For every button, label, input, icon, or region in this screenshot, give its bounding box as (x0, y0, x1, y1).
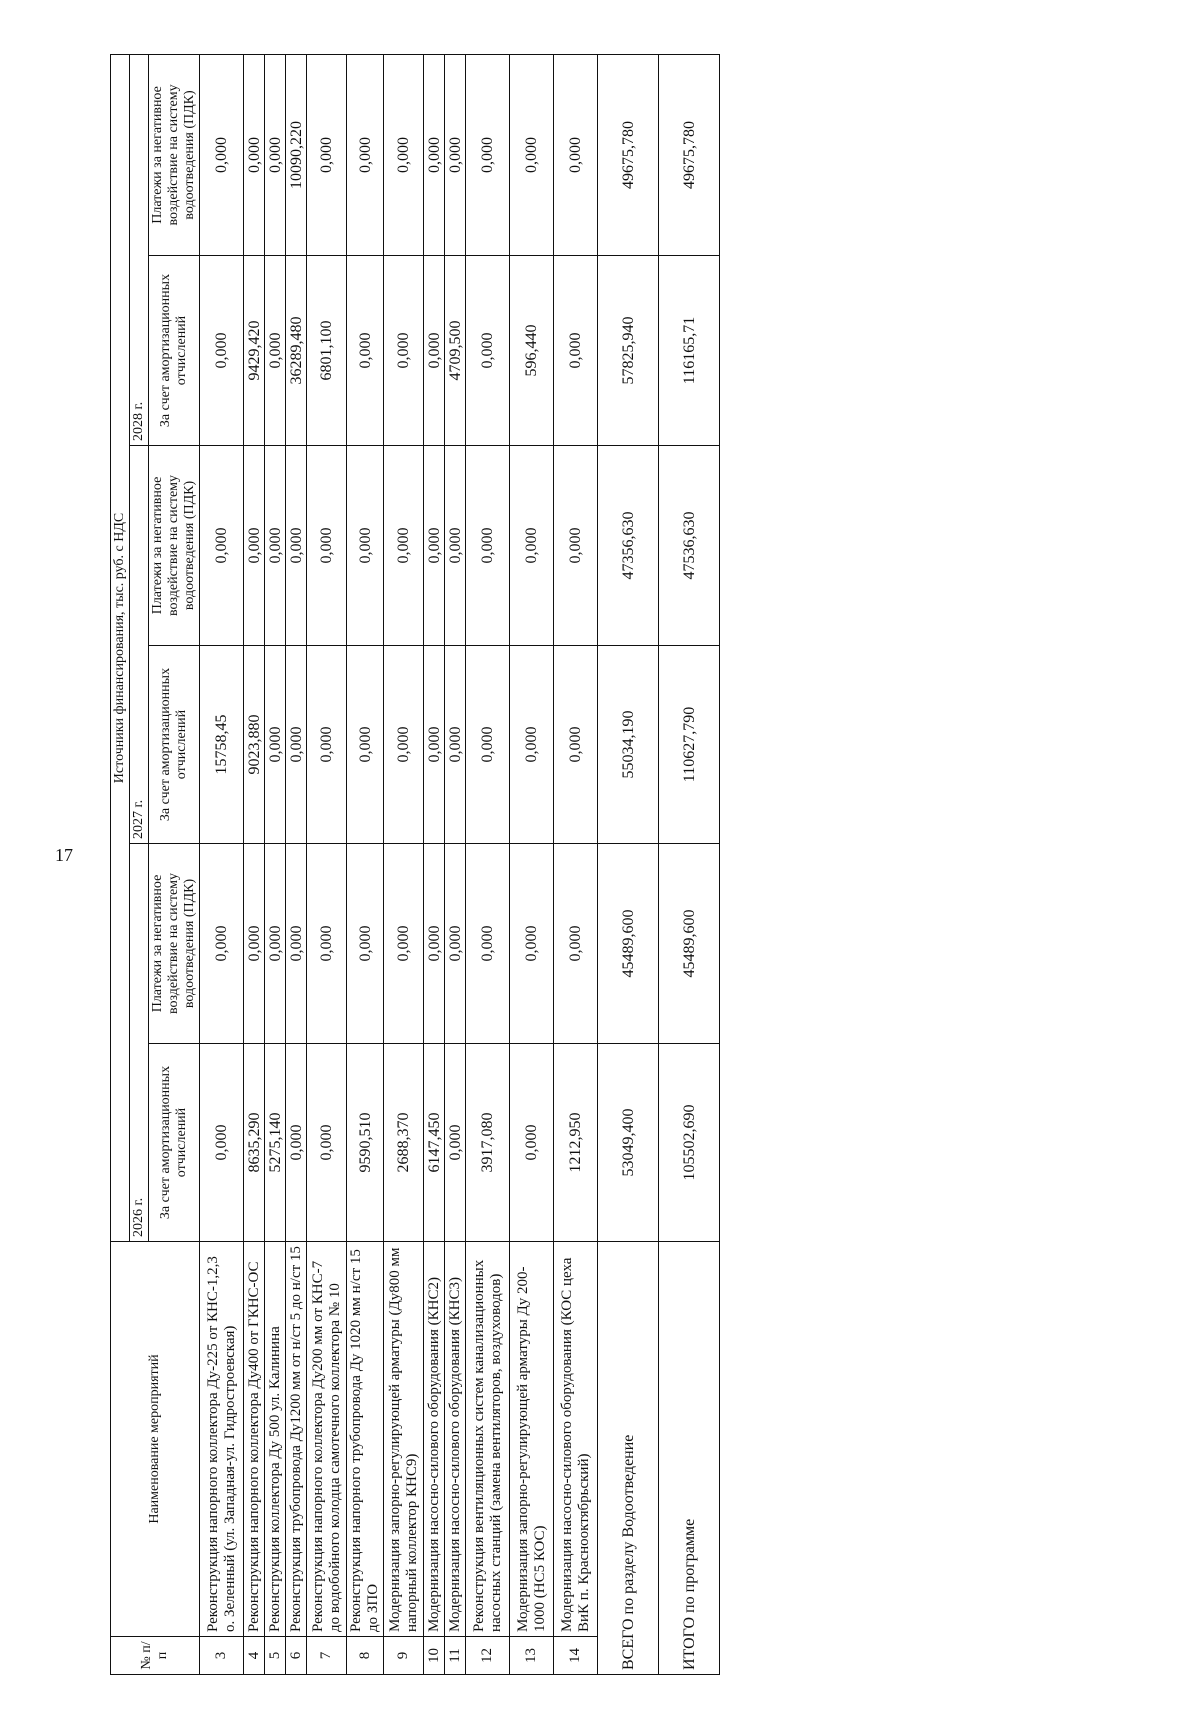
value-cell: 0,000 (200, 54, 244, 255)
value-cell: 0,000 (384, 256, 424, 446)
value-cell: 0,000 (466, 646, 510, 844)
total-value-cell: 45489,600 (598, 844, 659, 1044)
value-cell: 0,000 (265, 446, 286, 646)
header-year-2028: 2028 г. (130, 54, 149, 445)
row-number: 8 (347, 1637, 384, 1675)
value-cell: 1212,950 (554, 1044, 598, 1242)
table-row (424, 54, 445, 1674)
measure-name: Реконструкция напорного трубопровода Ду 1020 мм н/ст 15 до ЗПО (347, 1242, 384, 1637)
value-cell: 0,000 (554, 844, 598, 1044)
table-row (466, 54, 510, 1674)
value-cell: 0,000 (347, 844, 384, 1044)
table-row (445, 54, 466, 1674)
value-cell: 0,000 (244, 446, 265, 646)
table-row (200, 54, 244, 1674)
measure-name: Модернизация насосно-силового оборудования (КНС3) (445, 1242, 466, 1637)
value-cell: 0,000 (265, 256, 286, 446)
table-body (200, 54, 720, 1674)
value-cell: 0,000 (424, 844, 445, 1044)
measure-name: Реконструкция коллектора Ду 500 ул. Калинина (265, 1242, 286, 1637)
total-value-cell: 47536,630 (659, 446, 720, 646)
value-cell: 4709,500 (445, 256, 466, 446)
total-value-cell: 116165,71 (659, 256, 720, 446)
row-number: 12 (466, 1637, 510, 1675)
header-amort-2026: За счет амортизационных отчислений (149, 1044, 200, 1242)
rotated-page (110, 55, 1190, 1675)
value-cell: 0,000 (244, 844, 265, 1044)
measure-name: Модернизация насосно-силового оборудования (КОС цеха ВиК п. Краснооктябрьский) (554, 1242, 598, 1637)
value-cell: 3917,080 (466, 1044, 510, 1242)
row-number: 14 (554, 1637, 598, 1675)
table-row (244, 54, 265, 1674)
value-cell: 5275,140 (265, 1044, 286, 1242)
row-number: 9 (384, 1637, 424, 1675)
total-value-cell: 47356,630 (598, 446, 659, 646)
measure-name: Модернизация запорно-регулирующей арматуры (Ду800 мм напорный коллектор КНС9) (384, 1242, 424, 1637)
total-value-cell: 57825,940 (598, 256, 659, 446)
value-cell: 0,000 (307, 54, 347, 255)
value-cell: 0,000 (200, 1044, 244, 1242)
value-cell: 0,000 (200, 844, 244, 1044)
total-value-cell: 53049,400 (598, 1044, 659, 1242)
row-number: 3 (200, 1637, 244, 1675)
total-value-cell: 105502,690 (659, 1044, 720, 1242)
value-cell: 36289,480 (286, 256, 307, 446)
value-cell: 0,000 (510, 54, 554, 255)
header-pdk-2026: Платежи за негативное воздействие на систему водоотведения (ПДК) (149, 844, 200, 1044)
table-row (384, 54, 424, 1674)
header-name: Наименование мероприятий (111, 1242, 200, 1637)
value-cell: 0,000 (466, 54, 510, 255)
row-number: 4 (244, 1637, 265, 1675)
row-number: 10 (424, 1637, 445, 1675)
value-cell: 0,000 (510, 1044, 554, 1242)
value-cell: 0,000 (347, 646, 384, 844)
value-cell: 0,000 (347, 256, 384, 446)
total-row (598, 54, 659, 1674)
table-row (286, 54, 307, 1674)
value-cell: 0,000 (307, 446, 347, 646)
row-number: 5 (265, 1637, 286, 1675)
row-number: 13 (510, 1637, 554, 1675)
value-cell: 0,000 (244, 54, 265, 255)
header-pdk-2027: Платежи за негативное воздействие на систему водоотведения (ПДК) (149, 446, 200, 646)
value-cell: 0,000 (445, 54, 466, 255)
value-cell: 0,000 (384, 54, 424, 255)
value-cell: 0,000 (265, 54, 286, 255)
row-number: 6 (286, 1637, 307, 1675)
value-cell: 0,000 (286, 646, 307, 844)
value-cell: 0,000 (307, 1044, 347, 1242)
header-sources: Источники финансирования, тыс. руб. с НДС (111, 54, 130, 1241)
header-amort-2027: За счет амортизационных отчислений (149, 646, 200, 844)
value-cell: 0,000 (510, 844, 554, 1044)
value-cell: 0,000 (286, 446, 307, 646)
value-cell: 0,000 (286, 1044, 307, 1242)
value-cell: 0,000 (347, 54, 384, 255)
measure-name: Реконструкция напорного коллектора Ду-225 от КНС-1,2,3 о. Зеленный (ул. Западная-ул. Гидростроевская) (200, 1242, 244, 1637)
value-cell: 0,000 (554, 446, 598, 646)
header-year-2027: 2027 г. (130, 446, 149, 844)
value-cell: 0,000 (424, 446, 445, 646)
value-cell: 0,000 (510, 446, 554, 646)
value-cell: 0,000 (424, 256, 445, 446)
value-cell: 9429,420 (244, 256, 265, 446)
value-cell: 15758,45 (200, 646, 244, 844)
value-cell: 6147,450 (424, 1044, 445, 1242)
total-value-cell: 49675,780 (659, 54, 720, 255)
value-cell: 0,000 (445, 844, 466, 1044)
value-cell: 0,000 (466, 256, 510, 446)
table-row (265, 54, 286, 1674)
measure-name: Реконструкция напорного коллектора Ду400 от ГКНС-ОС (244, 1242, 265, 1637)
value-cell: 8635,290 (244, 1044, 265, 1242)
measure-name: Модернизация насосно-силового оборудования (КНС2) (424, 1242, 445, 1637)
value-cell: 0,000 (384, 844, 424, 1044)
financing-table (110, 54, 720, 1675)
value-cell: 0,000 (200, 446, 244, 646)
value-cell: 0,000 (200, 256, 244, 446)
total-value-cell: 110627,790 (659, 646, 720, 844)
value-cell: 0,000 (424, 54, 445, 255)
value-cell: 0,000 (265, 646, 286, 844)
value-cell: 0,000 (445, 1044, 466, 1242)
measure-name: Реконструкция трубопровода Ду1200 мм от н/ст 5 до н/ст 15 (286, 1242, 307, 1637)
value-cell: 0,000 (445, 446, 466, 646)
value-cell: 0,000 (265, 844, 286, 1044)
total-value-cell: 49675,780 (598, 54, 659, 255)
value-cell: 9590,510 (347, 1044, 384, 1242)
table-row (307, 54, 347, 1674)
total-value-cell: 45489,600 (659, 844, 720, 1044)
table-row (554, 54, 598, 1674)
row-number: 7 (307, 1637, 347, 1675)
total-label: ИТОГО по программе (659, 1242, 720, 1675)
value-cell: 0,000 (424, 646, 445, 844)
value-cell: 0,000 (286, 844, 307, 1044)
total-value-cell: 55034,190 (598, 646, 659, 844)
measure-name: Реконструкция напорного коллектора Ду200 мм от КНС-7 до водобойного колодца самотечного коллектора № 10 (307, 1242, 347, 1637)
value-cell: 0,000 (554, 646, 598, 844)
header-amort-2028: За счет амортизационных отчислений (149, 256, 200, 446)
value-cell: 9023,880 (244, 646, 265, 844)
value-cell: 0,000 (307, 844, 347, 1044)
total-row (659, 54, 720, 1674)
value-cell: 0,000 (466, 446, 510, 646)
total-label: ВСЕГО по разделу Водоотведение (598, 1242, 659, 1675)
value-cell: 0,000 (445, 646, 466, 844)
value-cell: 0,000 (510, 646, 554, 844)
measure-name: Реконструкция вентиляционных систем канализационных насосных станций (замена вентиляторов, воздуховодов) (466, 1242, 510, 1637)
value-cell: 6801,100 (307, 256, 347, 446)
value-cell: 0,000 (554, 256, 598, 446)
table-row (347, 54, 384, 1674)
value-cell: 10090,220 (286, 54, 307, 255)
page-number: 17 (55, 845, 73, 865)
table-row (510, 54, 554, 1674)
measure-name: Модернизация запорно-регулирующей арматуры Ду 200-1000 (НС5 КОС) (510, 1242, 554, 1637)
value-cell: 0,000 (384, 646, 424, 844)
value-cell: 0,000 (466, 844, 510, 1044)
header-num: № п/п (111, 1637, 200, 1675)
header-pdk-2028: Платежи за негативное воздействие на систему водоотведения (ПДК) (149, 54, 200, 255)
header-year-2026: 2026 г. (130, 844, 149, 1242)
value-cell: 0,000 (307, 646, 347, 844)
value-cell: 0,000 (554, 54, 598, 255)
value-cell: 0,000 (347, 446, 384, 646)
row-number: 11 (445, 1637, 466, 1675)
value-cell: 0,000 (384, 446, 424, 646)
value-cell: 596,440 (510, 256, 554, 446)
value-cell: 2688,370 (384, 1044, 424, 1242)
